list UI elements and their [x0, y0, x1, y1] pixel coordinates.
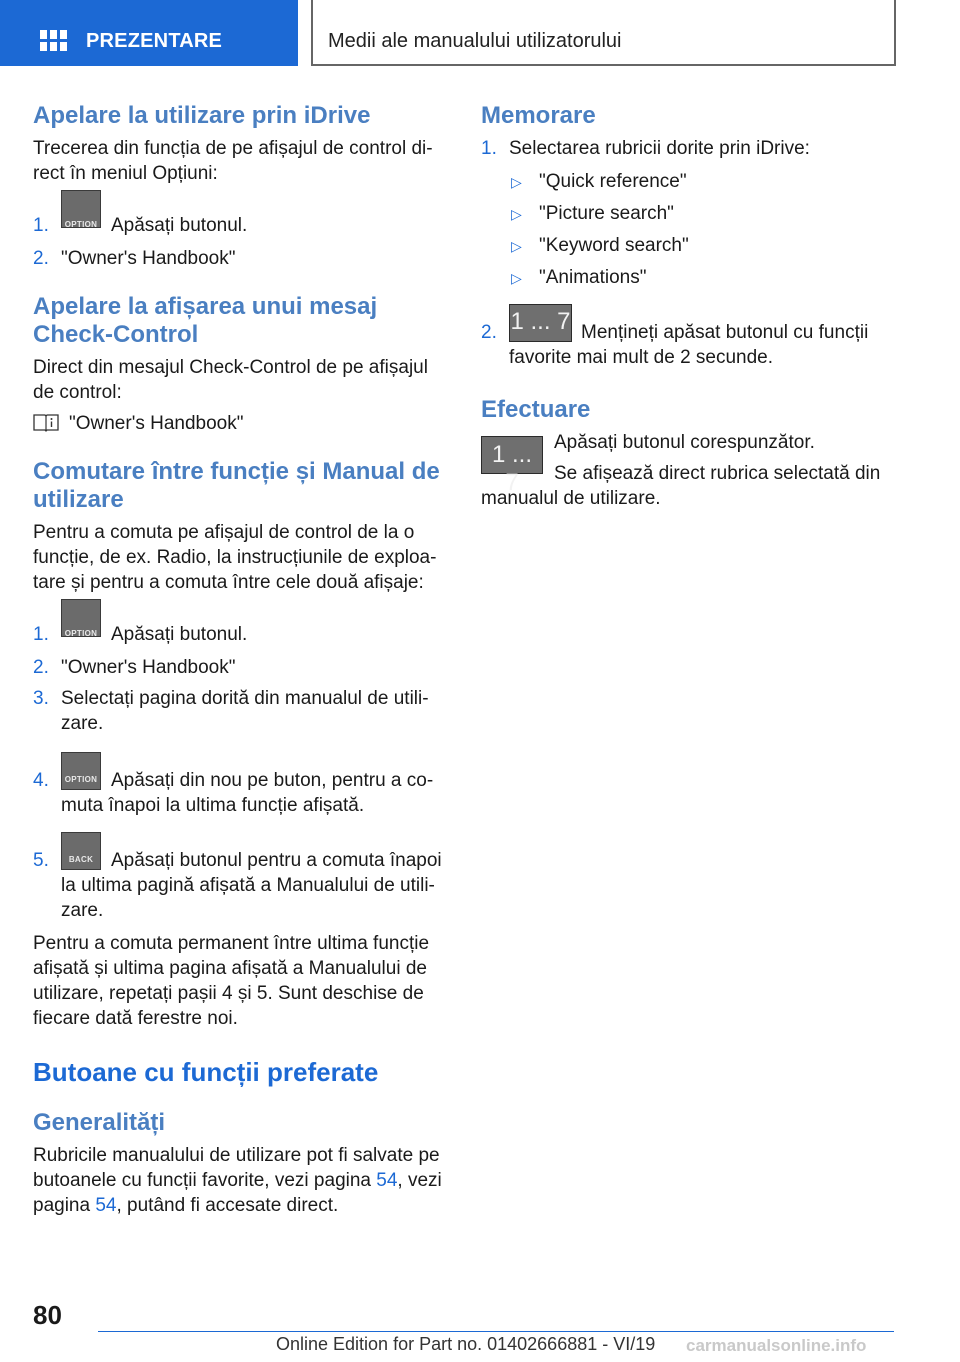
- favorite-button-icon: 1 ... 7: [481, 436, 543, 474]
- list-item: 1. Selectarea rubricii dorite prin iDrive:: [481, 138, 810, 159]
- paragraph: Direct din mesajul Check-Control de pe afișajul de control:: [33, 357, 428, 403]
- paragraph: Rubricile manualului de utilizare pot fi salvate pe butoanele cu funcții favorite, vezi pagina 54, vezi pagina 54, putând fi accesate direct.: [33, 1145, 442, 1216]
- heading-switch: Comutare între funcție și Manual de utilizare: [33, 458, 440, 513]
- triangle-bullet-icon: ▷: [511, 238, 522, 254]
- right-column: [481, 100, 891, 511]
- steps-list: [481, 136, 891, 161]
- list-item: 2. "Owner's Handbook": [33, 657, 236, 678]
- heading-general: Generalități: [33, 1109, 166, 1136]
- heading-idrive: Apelare la utilizare prin iDrive: [33, 102, 371, 129]
- book-icon: [33, 412, 59, 432]
- list-item: 2. "Owner's Handbook": [33, 248, 236, 269]
- list-item: 2. 1 ... 7 Mențineți apăsat butonul cu funcții favorite mai mult de 2 secunde.: [481, 304, 891, 370]
- triangle-bullet-icon: ▷: [511, 270, 522, 286]
- left-column: [33, 100, 443, 1218]
- heading-check-control: Apelare la afișarea unui mesaj Check-Control: [33, 293, 378, 348]
- heading-favorite-buttons: Butoane cu funcții preferate: [33, 1057, 379, 1087]
- back-button-icon: BACK: [61, 832, 101, 870]
- paragraph: Pentru a comuta permanent între ultima funcție afișată și ultima pagina afișată a Manualului de utilizare, repetați pașii 4 și 5. Sunt deschise de fiecare dată ferestre noi.: [33, 933, 430, 1029]
- triangle-bullet-icon: ▷: [511, 174, 522, 190]
- paragraph: Pentru a comuta pe afișajul de control de la o funcție, de ex. Radio, la instrucțiunile de exploa- tare și pentru a comuta între cele două afișaje:: [33, 522, 437, 593]
- paragraph: Trecerea din funcția de pe afișajul de control di- rect în meniul Opțiuni:: [33, 138, 433, 184]
- page-link[interactable]: 54: [95, 1195, 117, 1216]
- paragraph: Se afișează direct rubrica selectată din manualul de utilizare.: [481, 463, 881, 509]
- option-button-icon: OPTION: [61, 752, 101, 790]
- page-number: 80: [33, 1300, 62, 1330]
- footer-divider: [98, 1331, 894, 1332]
- steps-list: [481, 304, 891, 370]
- watermark: carmanualsonline.info: [686, 1336, 867, 1355]
- list-item: ▷ "Keyword search": [509, 233, 891, 258]
- option-button-icon: OPTION: [61, 599, 101, 637]
- chapter-header: [311, 0, 896, 66]
- favorite-button-icon: 1 ... 7: [509, 304, 572, 342]
- execute-block: [481, 430, 891, 511]
- grid-menu-icon: [40, 30, 67, 52]
- manual-item: "Owner's Handbook": [33, 411, 443, 436]
- edition-info: Online Edition for Part no. 01402666881 - VI/19: [276, 1334, 656, 1354]
- chapter-title: Medii ale manualului utilizatorului: [328, 30, 622, 52]
- list-item: 1. OPTION Apăsați butonul.: [33, 615, 443, 655]
- paragraph: Apăsați butonul corespunzător.: [554, 432, 815, 453]
- heading-execute: Efectuare: [481, 396, 591, 423]
- option-button-icon: OPTION: [61, 190, 101, 228]
- sub-list: [509, 169, 891, 290]
- list-item: ▷ "Picture search": [509, 201, 891, 226]
- list-item: 1. OPTION Apăsați butonul.: [33, 206, 443, 246]
- triangle-bullet-icon: ▷: [511, 206, 522, 222]
- steps-list: [33, 615, 443, 923]
- section-tab-label: PREZENTARE: [86, 30, 223, 52]
- section-tab[interactable]: [0, 0, 298, 66]
- list-item: ▷ "Animations": [509, 265, 891, 290]
- list-item: 4. OPTION Apăsați din nou pe buton, pentru a co- muta înapoi la ultima funcție afișată.: [33, 752, 443, 818]
- steps-list: [33, 206, 443, 271]
- heading-save: Memorare: [481, 102, 596, 129]
- page-link[interactable]: 54: [376, 1170, 398, 1191]
- list-item: 5. BACK Apăsați butonul pentru a comuta înapoi la ultima pagină afișată a Manualului de utili- zare.: [33, 832, 443, 923]
- list-item: ▷ "Quick reference": [509, 169, 891, 194]
- list-item: 3. Selectați pagina dorită din manualul de utili- zare.: [33, 688, 429, 734]
